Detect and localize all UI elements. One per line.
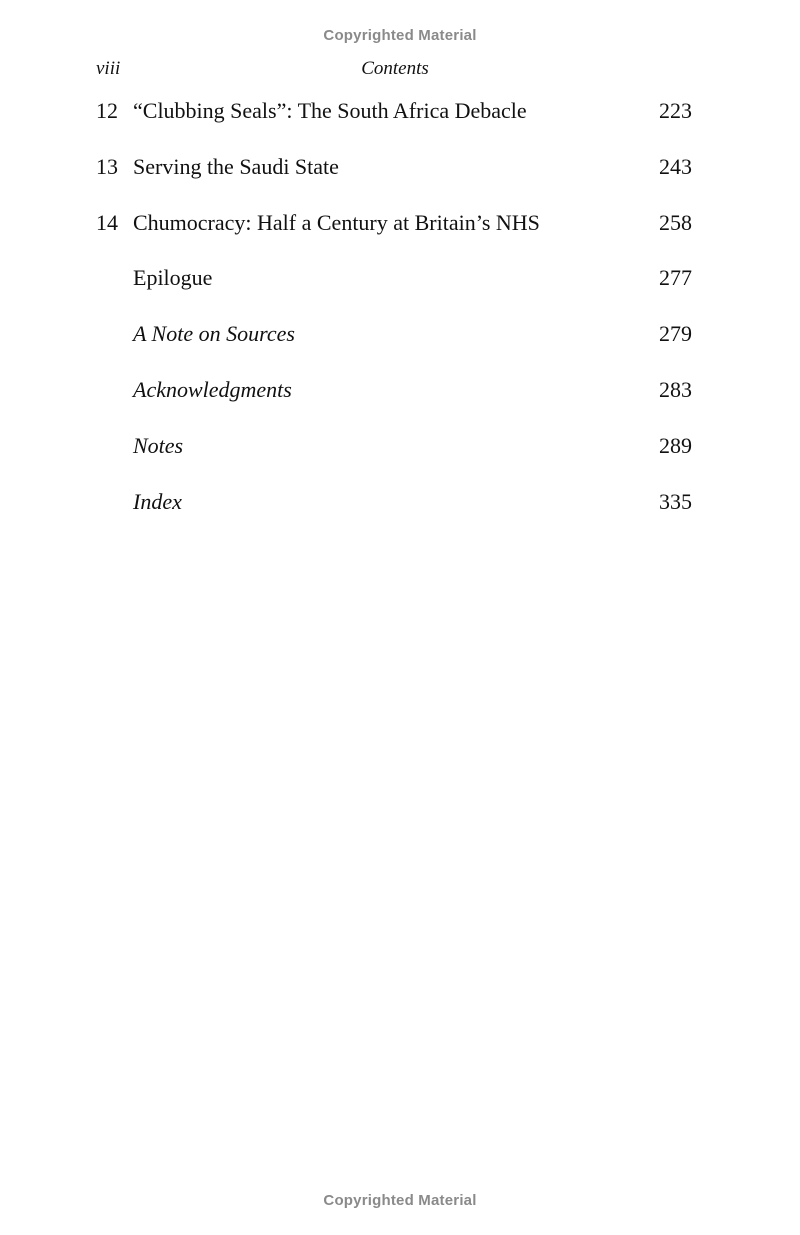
toc-entry-title: Acknowledgments <box>133 376 292 402</box>
toc-entry-page: 283 <box>659 376 692 402</box>
toc-entry-page: 243 <box>659 153 692 179</box>
toc-entry-page: 277 <box>659 265 692 291</box>
copyright-watermark-top: Copyrighted Material <box>323 27 477 44</box>
toc-entry-title: Chumocracy: Half a Century at Britain’s NHS <box>133 209 540 235</box>
toc-entry-chapter-13 <box>96 152 692 208</box>
toc-entry-chapter-12 <box>96 96 692 152</box>
toc-entry-page: 289 <box>659 432 692 458</box>
table-of-contents <box>96 96 692 542</box>
toc-entry-page: 223 <box>659 98 692 123</box>
toc-entry-epilogue <box>96 263 692 319</box>
toc-entry-page: 279 <box>659 321 692 347</box>
running-head <box>0 58 800 82</box>
toc-entry-page: 258 <box>659 209 692 235</box>
toc-entry-title: A Note on Sources <box>133 321 295 347</box>
toc-entry-title: Notes <box>133 432 184 458</box>
copyright-watermark-bottom: Copyrighted Material <box>323 1192 477 1209</box>
toc-entry-chapter-14 <box>96 208 692 264</box>
toc-entry-number: 14 <box>96 209 118 235</box>
toc-entry-page: 335 <box>659 488 692 514</box>
running-head-title: Contents <box>361 58 429 79</box>
toc-entry-title: “Clubbing Seals”: The South Africa Debacle <box>133 98 527 123</box>
toc-entry-number: 12 <box>96 98 118 123</box>
toc-entry-title: Serving the Saudi State <box>133 153 339 179</box>
toc-entry-title: Epilogue <box>133 265 213 291</box>
toc-entry-acknowledgments <box>96 375 692 431</box>
page-folio: viii <box>96 58 121 79</box>
toc-entry-number: 13 <box>96 153 118 179</box>
toc-entry-title: Index <box>133 488 182 514</box>
toc-entry-index <box>96 487 692 543</box>
toc-entry-notes <box>96 431 692 487</box>
toc-entry-note-on-sources <box>96 319 692 375</box>
